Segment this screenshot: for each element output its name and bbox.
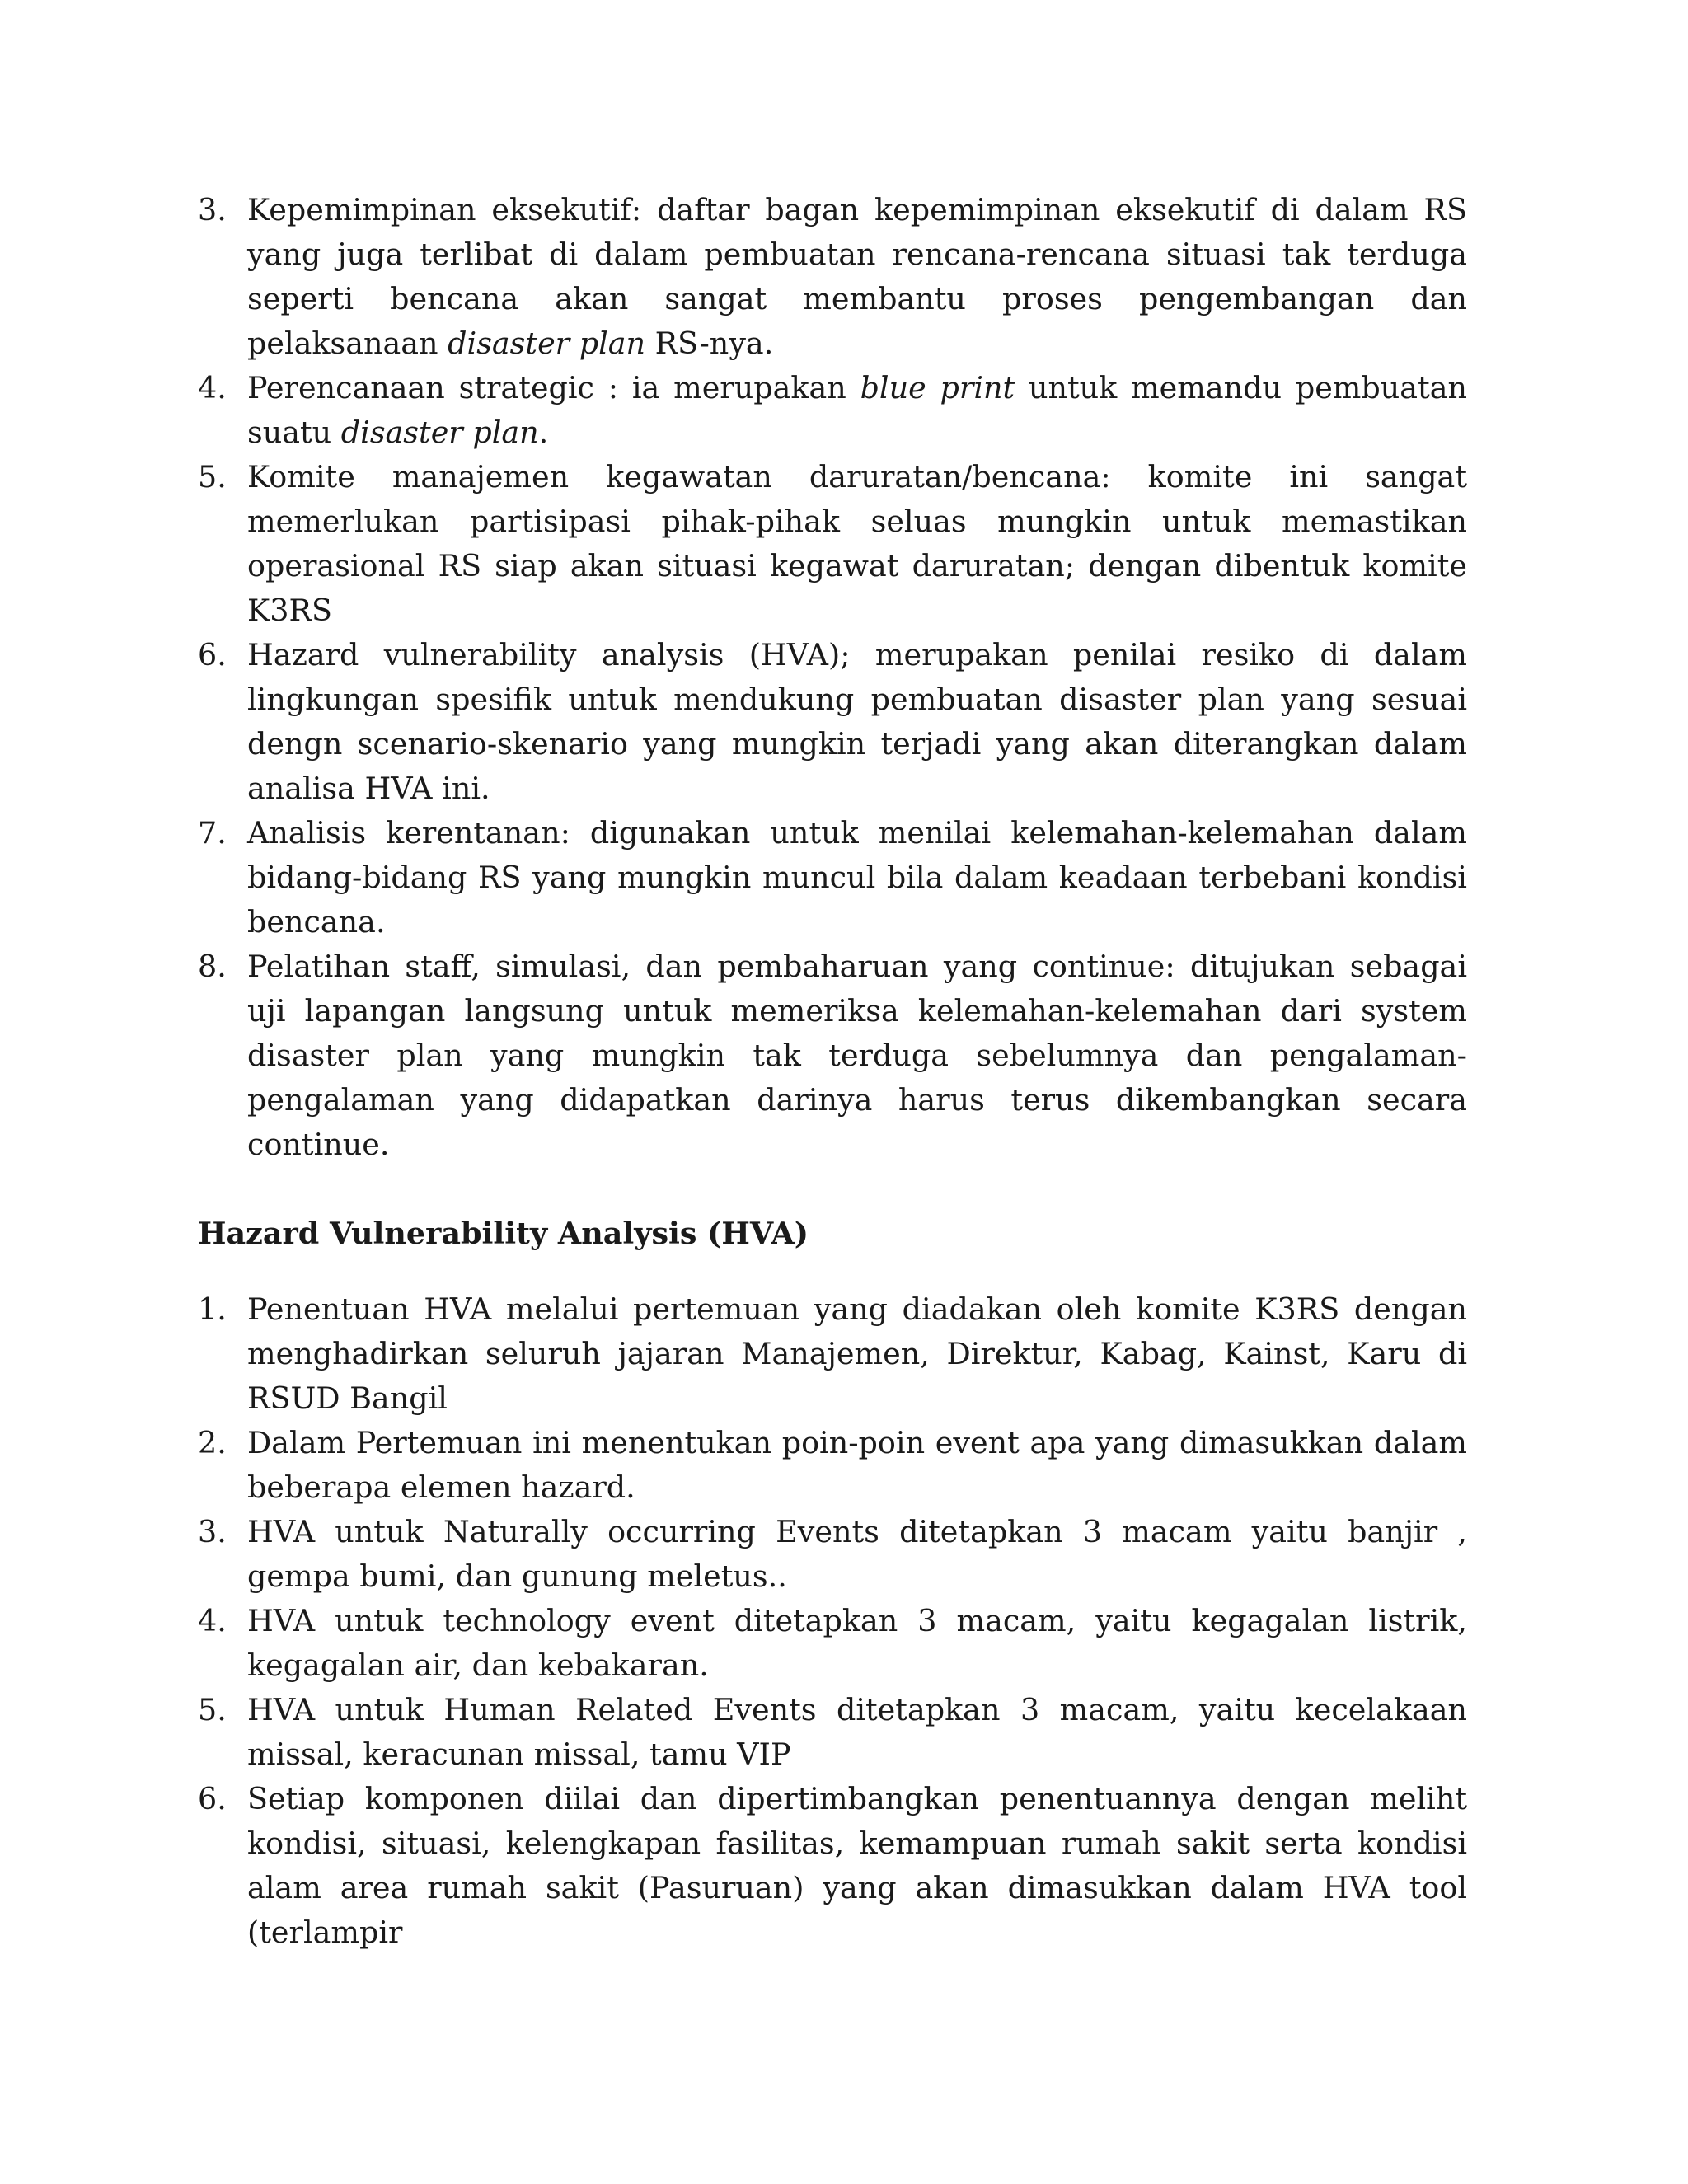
list-number: 2. — [198, 1425, 227, 1460]
hva-list — [198, 1287, 1467, 1955]
item-text: Setiap komponen diilai dan dipertimbangkan penentuannya dengan meliht kondisi, situasi, kelengkapan fasilitas, kemampuan rumah sakit serta kondisi alam area rumah sakit (Pasuruan) yang akan dimasukkan dalam HVA tool (terlampir — [247, 1781, 1467, 1950]
item-text: Komite manajemen kegawatan daruratan/bencana: komite ini sangat memerlukan partisipasi pihak-pihak seluas mungkin untuk memastikan operasional RS siap akan situasi kegawat daruratan; dengan dibentuk komite K3RS — [247, 459, 1467, 628]
item-text: Analisis kerentanan: digunakan untuk menilai kelemahan-kelemahan dalam bidang-bidang RS yang mungkin muncul bila dalam keadaan terbebani kondisi bencana. — [247, 815, 1467, 940]
list-number: 8. — [198, 949, 227, 984]
item-text-italic: disaster plan — [448, 326, 646, 361]
list-item — [198, 1510, 1467, 1599]
item-text-italic: blue print — [860, 370, 1015, 405]
list-number: 5. — [198, 1692, 227, 1727]
list-item — [198, 1599, 1467, 1688]
list-number: 7. — [198, 815, 227, 851]
item-text: HVA untuk Naturally occurring Events ditetapkan 3 macam yaitu banjir , gempa bumi, dan gunung meletus.. — [247, 1514, 1467, 1594]
list-continued — [198, 188, 1467, 1167]
list-item — [198, 455, 1467, 633]
item-text: Pelatihan staff, simulasi, dan pembaharuan yang continue: ditujukan sebagai uji lapangan langsung untuk memeriksa kelemahan-kelemahan dari system disaster plan yang mungkin tak terduga sebelumnya dan pengalaman-pengalaman yang didapatkan darinya harus terus dikembangkan secara continue. — [247, 949, 1467, 1162]
item-text: HVA untuk technology event ditetapkan 3 macam, yaitu kegagalan listrik, kegagalan air, dan kebakaran. — [247, 1603, 1467, 1683]
list-number: 4. — [198, 370, 227, 405]
list-item — [198, 1287, 1467, 1421]
list-number: 6. — [198, 1781, 227, 1816]
list-number: 3. — [198, 1514, 227, 1549]
item-text-italic: disaster plan — [340, 415, 539, 450]
section-heading: Hazard Vulnerability Analysis (HVA) — [198, 1216, 809, 1251]
document-page — [198, 188, 1467, 1955]
list-item — [198, 811, 1467, 944]
item-text: Hazard vulnerability analysis (HVA); merupakan penilai resiko di dalam lingkungan spesifik untuk mendukung pembuatan disaster plan yang sesuai dengn scenario-skenario yang mungkin terjadi yang akan diterangkan dalam analisa HVA ini. — [247, 637, 1467, 806]
list-number: 5. — [198, 459, 227, 494]
item-text: RS-nya. — [645, 326, 774, 361]
list-item — [198, 366, 1467, 455]
item-text: Kepemimpinan eksekutif: daftar bagan kepemimpinan eksekutif di dalam RS yang juga terlibat di dalam pembuatan rencana-rencana situasi tak terduga seperti bencana akan sangat membantu proses pengembangan dan pelaksanaan — [247, 192, 1467, 361]
item-text: HVA untuk Human Related Events ditetapkan 3 macam, yaitu kecelakaan missal, keracunan missal, tamu VIP — [247, 1692, 1467, 1772]
list-item — [198, 188, 1467, 366]
list-item — [198, 633, 1467, 811]
list-number: 4. — [198, 1603, 227, 1638]
list-number: 1. — [198, 1291, 227, 1327]
item-text: . — [538, 415, 549, 450]
list-number: 6. — [198, 637, 227, 673]
item-text: untuk memandu pembuatan suatu — [247, 370, 1467, 450]
list-item — [198, 1421, 1467, 1510]
list-item — [198, 944, 1467, 1167]
list-item — [198, 1777, 1467, 1955]
item-text: Dalam Pertemuan ini menentukan poin-poin event apa yang dimasukkan dalam beberapa elemen hazard. — [247, 1425, 1467, 1505]
item-text: Perencanaan strategic : ia merupakan — [247, 370, 860, 405]
list-item — [198, 1688, 1467, 1777]
item-text: Penentuan HVA melalui pertemuan yang diadakan oleh komite K3RS dengan menghadirkan seluruh jajaran Manajemen, Direktur, Kabag, Kainst, Karu di RSUD Bangil — [247, 1291, 1467, 1416]
list-number: 3. — [198, 192, 227, 227]
